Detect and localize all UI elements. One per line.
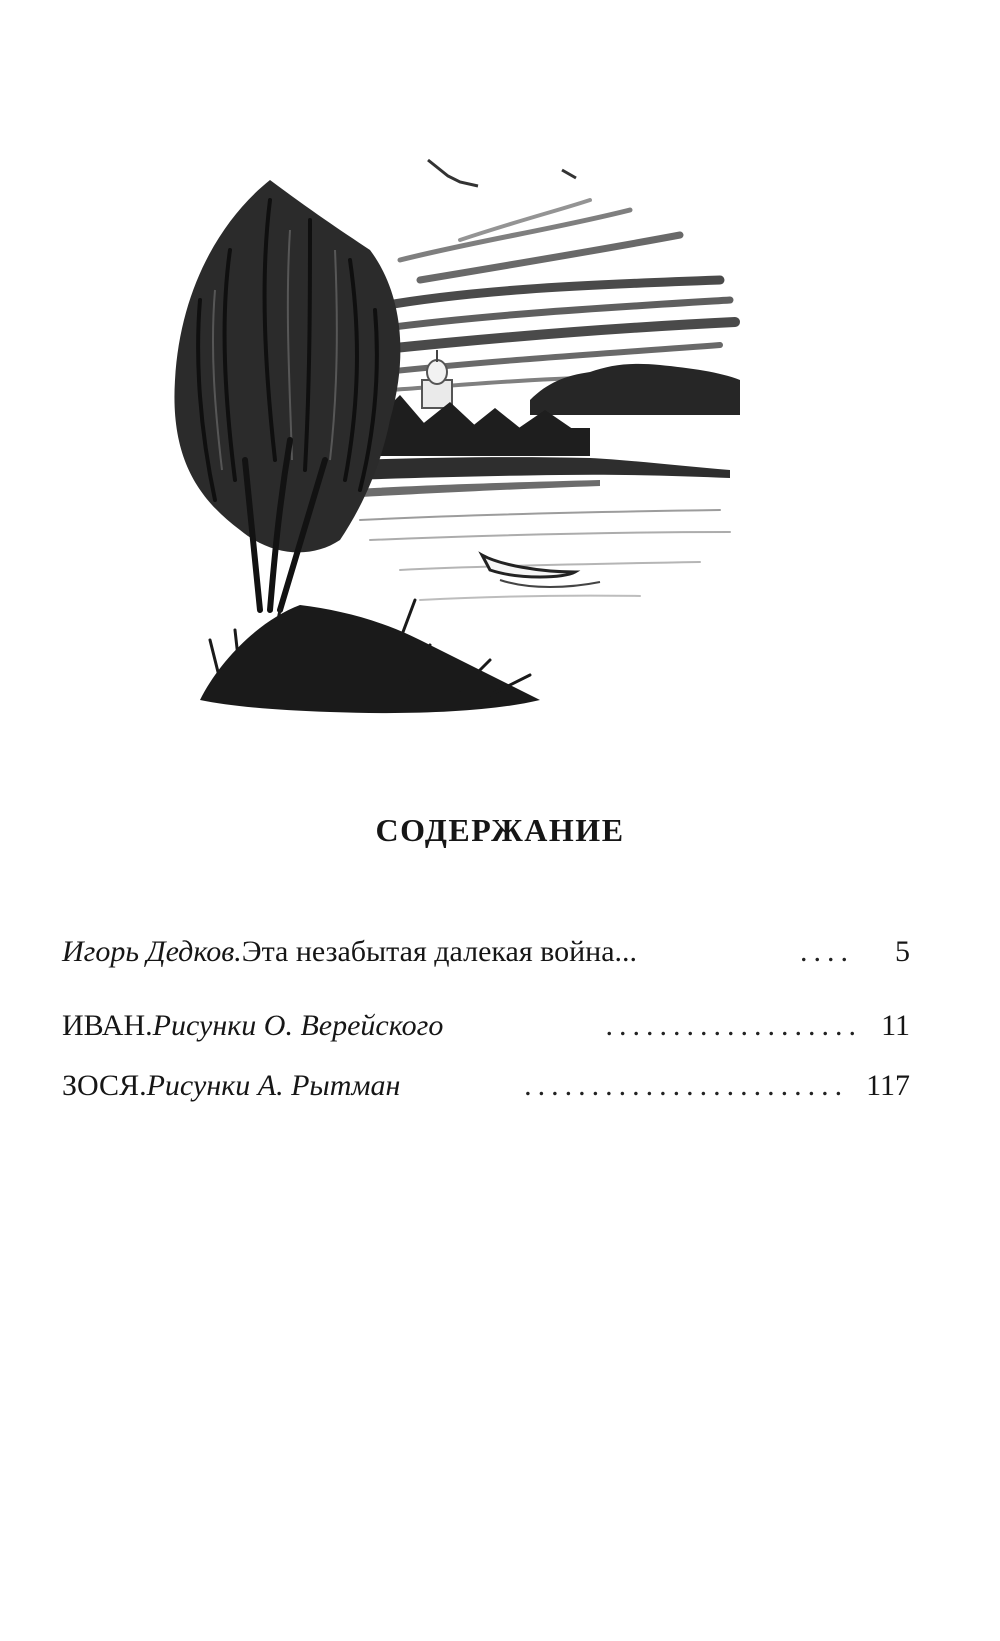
toc-entry-leader: ................... (605, 1009, 862, 1042)
toc-entry-author: Игорь Дедков. (62, 935, 242, 968)
landscape-illustration (160, 140, 760, 720)
toc-entry-title: ЗОСЯ. (62, 1069, 147, 1102)
toc-entry[interactable] (62, 1006, 910, 1046)
bird-icon-2 (562, 170, 576, 178)
toc-entry-credit: Рисунки О. Верейского (152, 1009, 444, 1042)
shore (340, 457, 730, 498)
toc-entry-leader: ........................ (524, 1069, 849, 1102)
toc-entry[interactable] (62, 932, 910, 972)
bird-icon (428, 160, 478, 186)
toc-entry-leader: .... (800, 935, 854, 968)
willow-tree (174, 180, 400, 610)
toc-entry-title: Эта незабытая далекая война... (241, 935, 638, 968)
sky-strokes (360, 200, 735, 390)
boat (482, 555, 600, 587)
toc-title: СОДЕРЖАНИЕ (375, 812, 625, 848)
distant-forest (530, 364, 740, 415)
toc-entry-page: 5 (895, 935, 910, 968)
church (422, 350, 452, 408)
toc-entry-page: 11 (881, 1009, 910, 1042)
toc-entry-title: ИВАН. (62, 1009, 153, 1042)
toc-entry-credit: Рисунки А. Рытман (146, 1069, 401, 1102)
toc-entry[interactable] (62, 1066, 910, 1106)
toc-entry-page: 117 (866, 1069, 910, 1102)
